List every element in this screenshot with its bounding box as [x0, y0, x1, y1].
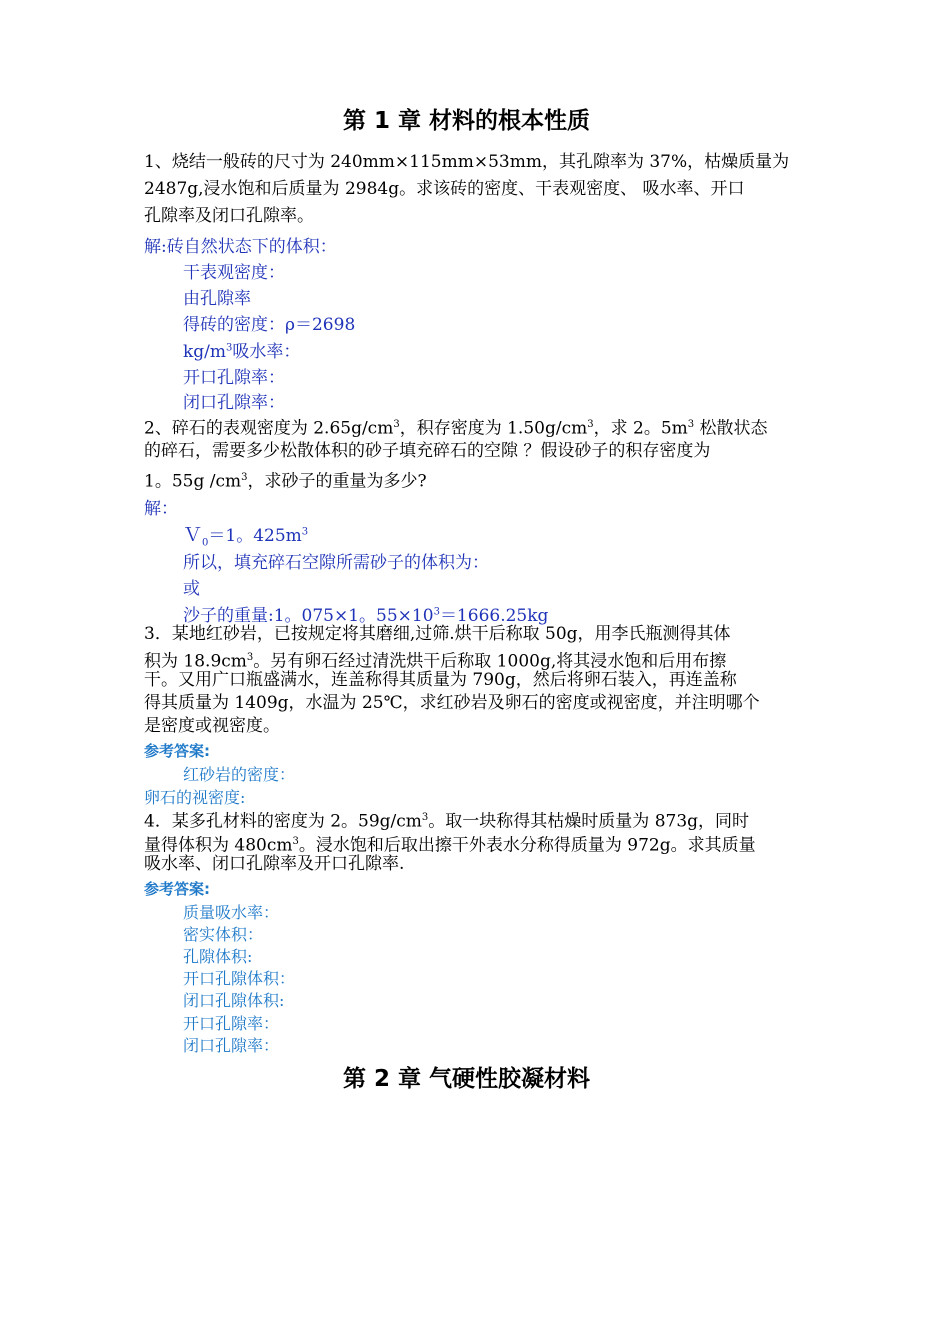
question-2-line-1: 2、碎石的表观密度为 $2.65g/cm^3$，积存密度为 $1.50g/cm^3$，求 2。$5m^3$ 松散状态 — [144, 418, 768, 439]
answer-3-pebble-density: 卵石的视密度: — [144, 788, 246, 807]
answer-4-item: 闭口孔隙体积: — [183, 991, 285, 1010]
answer-label-4: 参考答案: — [144, 880, 210, 898]
answer-4-item: 孔隙体积: — [183, 947, 253, 966]
solution-1-unit-absorption: $kg/m^3$吸水率： — [183, 342, 301, 362]
question-3-line-2: 积为 $18.9cm^3$。另有卵石经过清洗烘干后称取 1000g,将其浸水饱和后用布擦 — [144, 651, 727, 672]
answer-4-item: 开口孔隙体积： — [183, 969, 296, 988]
solution-2-fill-volume: 所以，填充碎石空隙所需砂子的体积为： — [183, 553, 489, 573]
question-4-line-2: 量得体积为 $480cm^3$。浸水饱和后取出擦干外表水分称得质量为 972g。求其质量 — [144, 835, 756, 856]
question-3-line-1: 3．某地红砂岩，已按规定将其磨细,过筛.烘干后称取 50g，用李氏瓶测得其体 — [144, 624, 731, 644]
solution-1-open-porosity: 开口孔隙率： — [183, 368, 285, 388]
question-4-line-1: 4．某多孔材料的密度为 2。$59g/cm^3$。取一块称得其枯燥时质量为 873g，同时 — [144, 811, 750, 832]
question-3-line-5: 是密度或视密度。 — [144, 716, 280, 736]
question-1-line-3: 孔隙率及闭口孔隙率。 — [144, 206, 314, 226]
chapter-title-2: 第 2 章 气硬性胶凝材料 — [343, 1066, 591, 1092]
question-1-line-2: 2487g,浸水饱和后质量为 2984g。求该砖的密度、干表观密度、 吸水率、开口 — [144, 179, 745, 199]
solution-1-density: 得砖的密度：ρ＝2698 — [183, 315, 356, 335]
answer-3-sandstone-density: 红砂岩的密度： — [183, 765, 296, 784]
solution-1-intro: 解:砖自然状态下的体积： — [144, 237, 337, 257]
answer-label-3: 参考答案: — [144, 742, 210, 760]
solution-2-intro: 解： — [144, 499, 178, 519]
solution-1-porosity: 由孔隙率 — [183, 289, 251, 309]
chapter-title: 第 1 章 材料的根本性质 — [343, 108, 591, 134]
answer-4-item: 闭口孔隙率： — [183, 1036, 280, 1055]
answer-4-item: 密实体积： — [183, 925, 264, 944]
question-1-line-1: 1、烧结一般砖的尺寸为 240mm×115mm×53mm，其孔隙率为 37%，枯燥质量为 — [144, 152, 790, 172]
answer-4-item: 质量吸水率： — [183, 903, 280, 922]
solution-1-closed-porosity: 闭口孔隙率： — [183, 393, 285, 413]
answer-4-item: 开口孔隙率： — [183, 1014, 280, 1033]
question-2-line-2: 的碎石，需要多少松散体积的砂子填充碎石的空隙 ？假设砂子的积存密度为 — [144, 441, 711, 461]
solution-2-v0: Ｖ$_0$＝1。$425m^3$ — [183, 524, 309, 549]
question-3-line-4: 得其质量为 1409g，水温为 25℃，求红砂岩及卵石的密度或视密度，并注明哪个 — [144, 693, 760, 713]
question-4-line-3: 吸水率、闭口孔隙率及开口孔隙率. — [144, 854, 405, 874]
solution-2-sand-weight: 沙子的重量:1。075×1。$55\times 10^3=1666.25kg$ — [183, 606, 549, 626]
question-3-line-3: 干。又用广口瓶盛满水，连盖称得其质量为 790g，然后将卵石装入，再连盖称 — [144, 670, 737, 690]
question-2-line-3: 1。55g $/cm^3$，求砂子的重量为多少? — [144, 471, 427, 492]
solution-1-dry-density: 干表观密度： — [183, 263, 285, 283]
solution-2-or: 或 — [183, 579, 200, 599]
